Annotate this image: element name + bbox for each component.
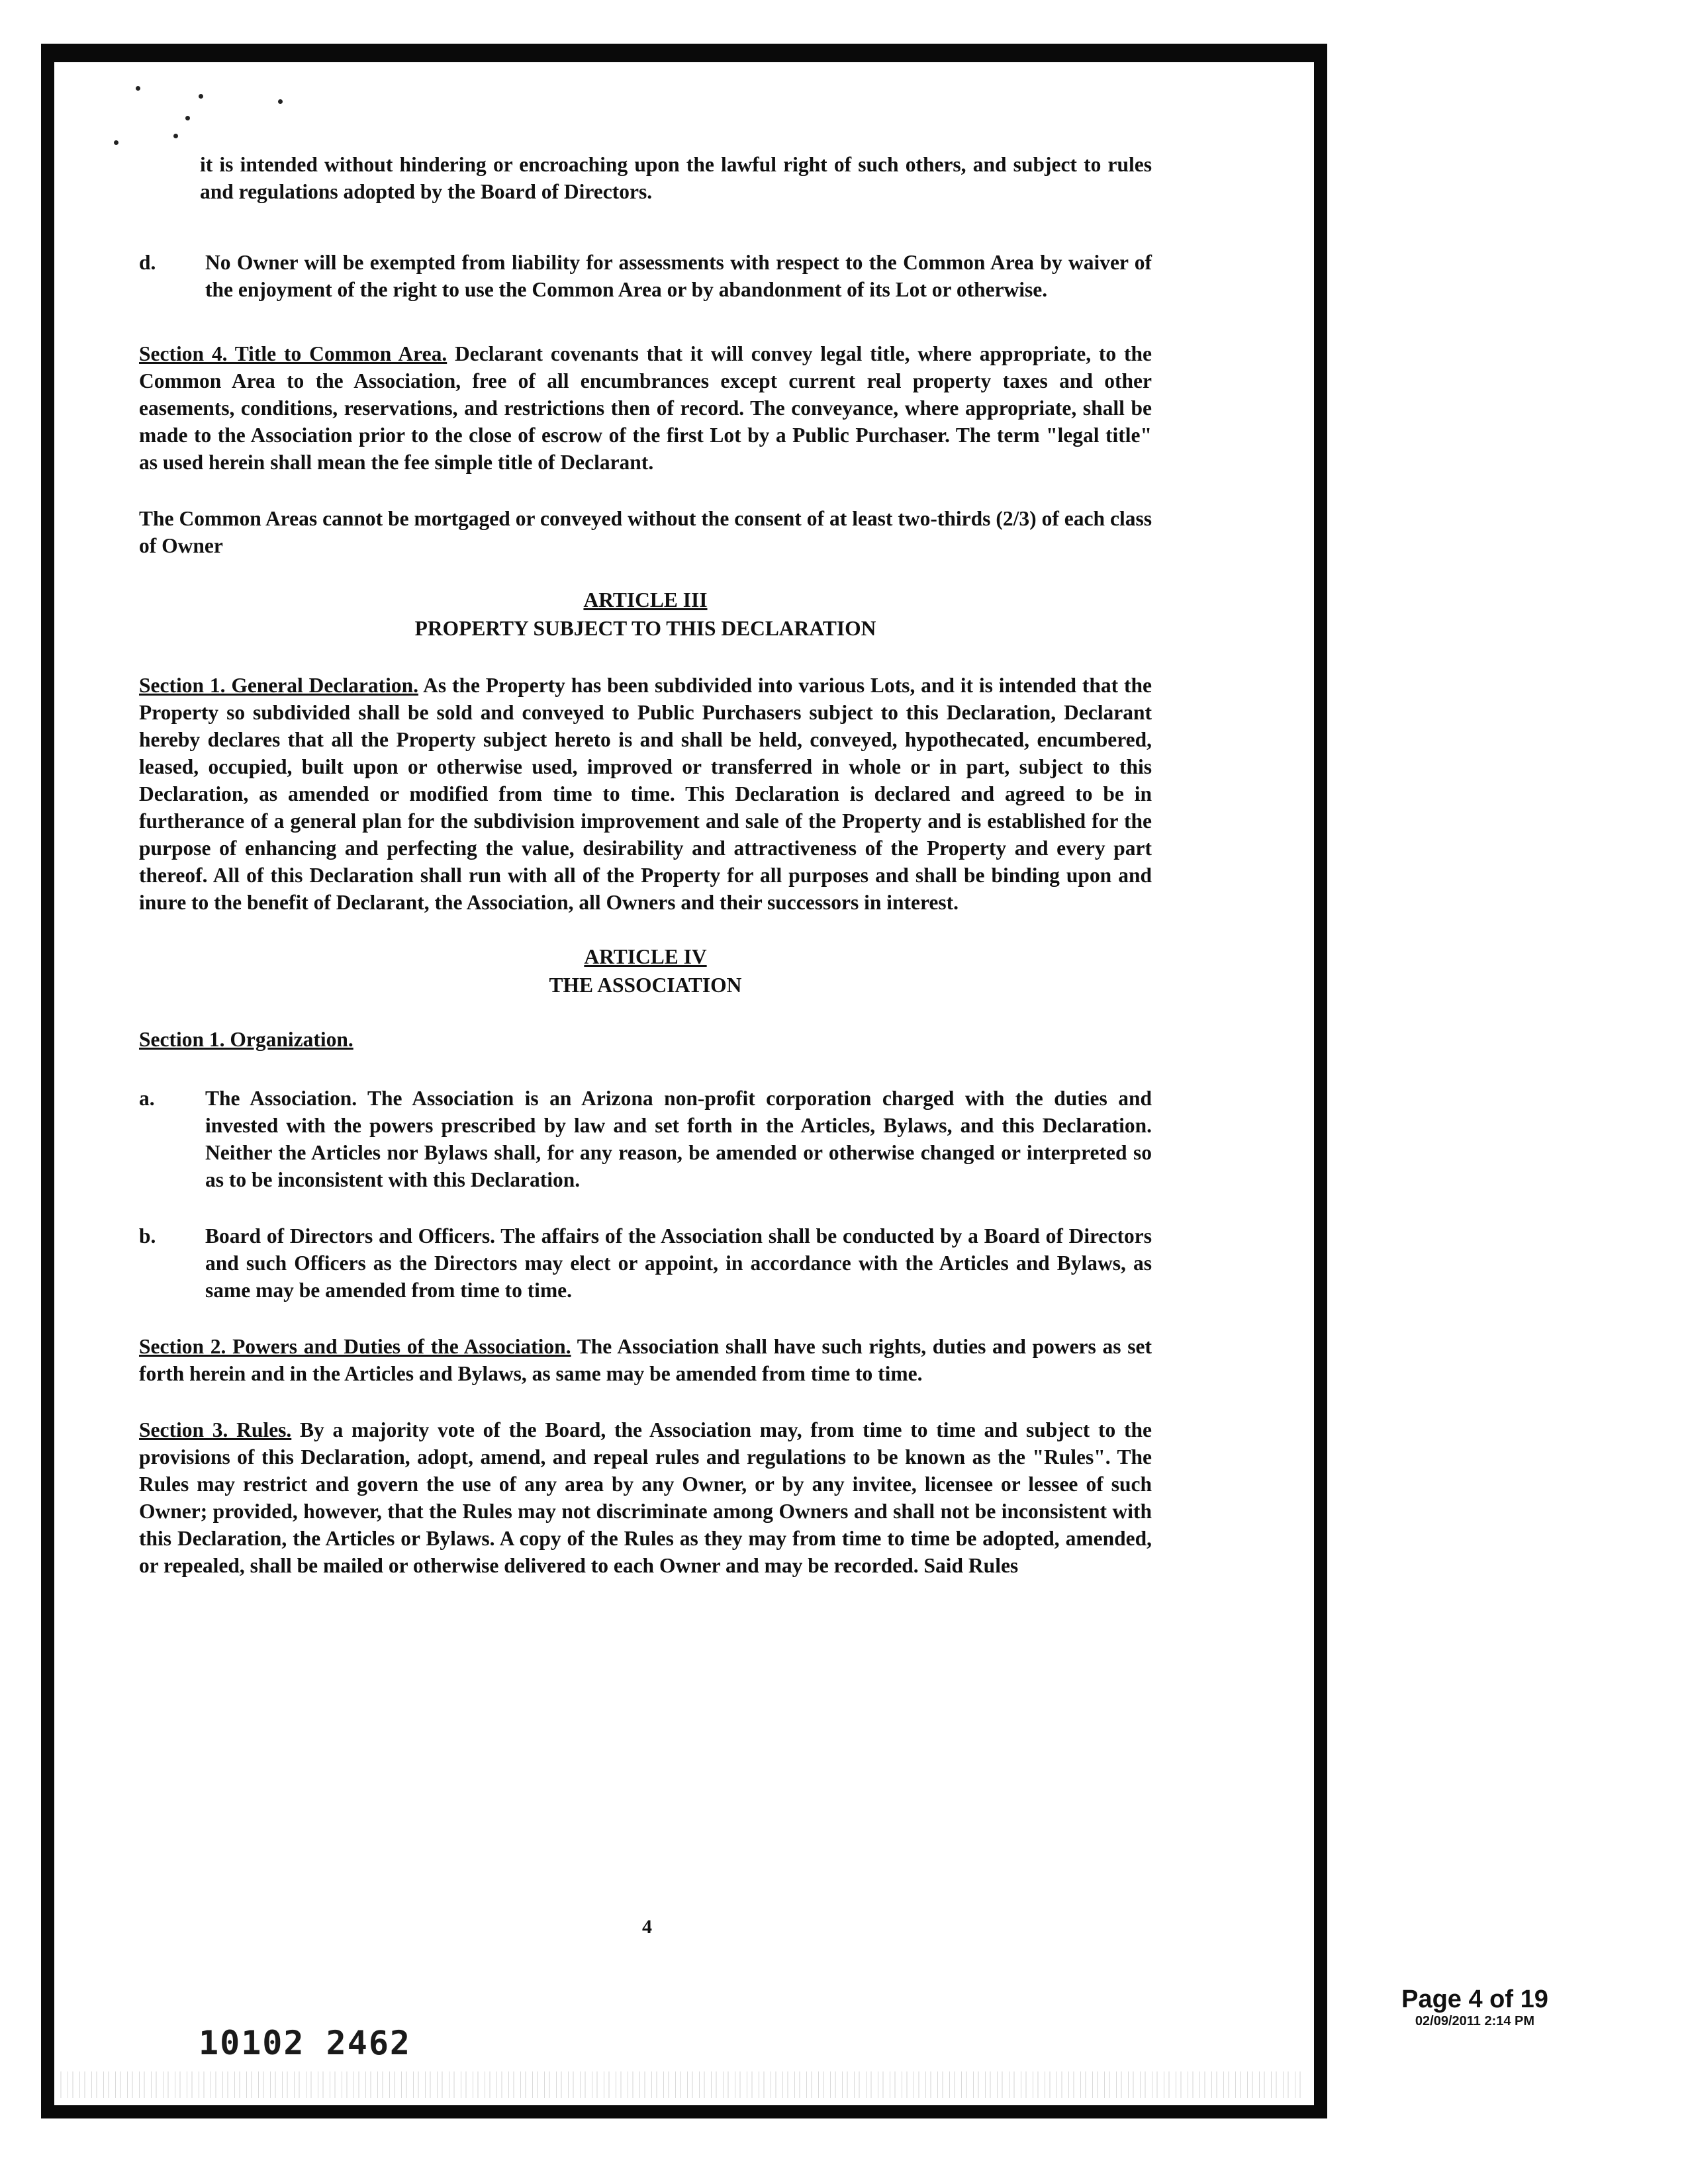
article-4-section-1-heading — [139, 1026, 1152, 1053]
section-text: As the Property has been subdivided into various Lots, and it is intended that the Property so subdivided shall be sold and conveyed to Public Purchasers subject to this Declaration, Declarant hereby declares that all the Property subject hereto is and shall be held, conveyed, hypothecated, encumbered, leased, occupied, built upon or otherwise used, improved or transferred in whole or in part, subject to this Declaration, as amended or modified from time to time. This Declaration is declared and agreed to be in furtherance of a general plan for the subdivision improvement and sale of the Property and is established for the purpose of enhancing and perfecting the value, desirability and attractiveness of the Property and every part thereof. All of this Declaration shall run with all of the Property for all purposes and shall be binding upon and inure to the benefit of Declarant, the Association, all Owners and their successors in interest. — [139, 674, 1152, 914]
scan-speck — [173, 134, 178, 138]
item-letter: a. — [139, 1087, 155, 1110]
article-number: ARTICLE III — [583, 588, 708, 612]
scan-speck — [114, 140, 118, 145]
section-text: The Association shall have such rights, duties and powers as set forth herein and in the Articles and Bylaws, as same may be amended from time to time. — [139, 1335, 1152, 1385]
page-number: 4 — [642, 1916, 652, 1938]
page-label — [1382, 1985, 1568, 2029]
scan-speck — [278, 99, 283, 104]
section-heading: Section 1. Organization. — [139, 1028, 353, 1051]
scan-speck — [136, 86, 140, 91]
item-text: The Association. The Association is an Arizona non-profit corporation charged with the duties and invested with the powers prescribed by law and set forth in the Articles, Bylaws, and this Declaration. Neither the Articles nor Bylaws shall, for any reason, be amended or otherwise changed or interpreted so as to be inconsistent with this Declaration. — [205, 1087, 1152, 1191]
article-number: ARTICLE IV — [584, 945, 707, 968]
section-text: Declarant covenants that it will convey legal title, where appropriate, to the Common Area to the Association, free of all encumbrances except current real property taxes and other easements, conditions, reservations, and restrictions then of record. The conveyance, where appropriate, shall be made to the Association prior to the close of escrow of the first Lot by a Public Purchaser. The term "legal title" as used herein shall mean the fee simple title of Declarant. — [139, 342, 1152, 474]
article-3-section-1-paragraph — [139, 672, 1152, 916]
article-4-section-3-paragraph — [139, 1416, 1152, 1579]
page-timestamp: 02/09/2011 2:14 PM — [1415, 2014, 1535, 2028]
item-text: Board of Directors and Officers. The affairs of the Association shall be conducted by a Board of Directors and such Officers as the Directors may elect or appoint, in accordance with the Articles and Bylaws, as same may be amended from time to time. — [205, 1224, 1152, 1302]
article-4-section-2-paragraph — [139, 1333, 1152, 1387]
section-4-paragraph — [139, 340, 1152, 476]
scan-noise-strip — [56, 2071, 1301, 2098]
continuation-paragraph: it is intended without hindering or encroaching upon the lawful right of such others, and subject to rules and regulations adopted by the Board of Directors. — [200, 153, 1152, 203]
article-4-heading — [139, 942, 1152, 999]
page-count-label: Page 4 of 19 — [1401, 1985, 1548, 2013]
section-heading: Section 3. Rules. — [139, 1418, 292, 1441]
common-areas-paragraph: The Common Areas cannot be mortgaged or conveyed without the consent of at least two-thirds (2/3) of each class of Owner — [139, 507, 1152, 557]
item-d — [139, 249, 1152, 303]
item-b — [139, 1222, 1152, 1304]
scan-speck — [185, 116, 190, 120]
section-text: By a majority vote of the Board, the Association may, from time to time and subject to the provisions of this Declaration, adopt, amend, and repeal rules and regulations to be known as the "Rules". The Rules may restrict and govern the use of any area by any Owner, or by any invitee, licensee or lessee of such Owner; provided, however, that the Rules may not discriminate among Owners and shall not be inconsistent with this Declaration, the Articles or Bylaws. A copy of the Rules as they may from time to time be adopted, amended, or repealed, shall be mailed or otherwise delivered to each Owner and may be recorded. Said Rules — [139, 1418, 1152, 1577]
article-title: THE ASSOCIATION — [549, 974, 742, 997]
item-text: No Owner will be exempted from liability for assessments with respect to the Common Area by waiver of the enjoyment of the right to use the Common Area or by abandonment of its Lot or otherwise. — [205, 251, 1152, 301]
article-3-heading — [139, 586, 1152, 643]
section-heading: Section 4. Title to Common Area. — [139, 342, 447, 365]
document-body — [139, 151, 1152, 1579]
item-a — [139, 1085, 1152, 1193]
article-title: PROPERTY SUBJECT TO THIS DECLARATION — [414, 617, 876, 640]
section-heading: Section 1. General Declaration. — [139, 674, 418, 697]
section-heading: Section 2. Powers and Duties of the Association. — [139, 1335, 571, 1358]
item-letter: b. — [139, 1224, 156, 1248]
item-letter: d. — [139, 251, 156, 274]
recording-stamp: 10102 2462 — [199, 2024, 412, 2062]
scan-speck — [199, 94, 203, 99]
